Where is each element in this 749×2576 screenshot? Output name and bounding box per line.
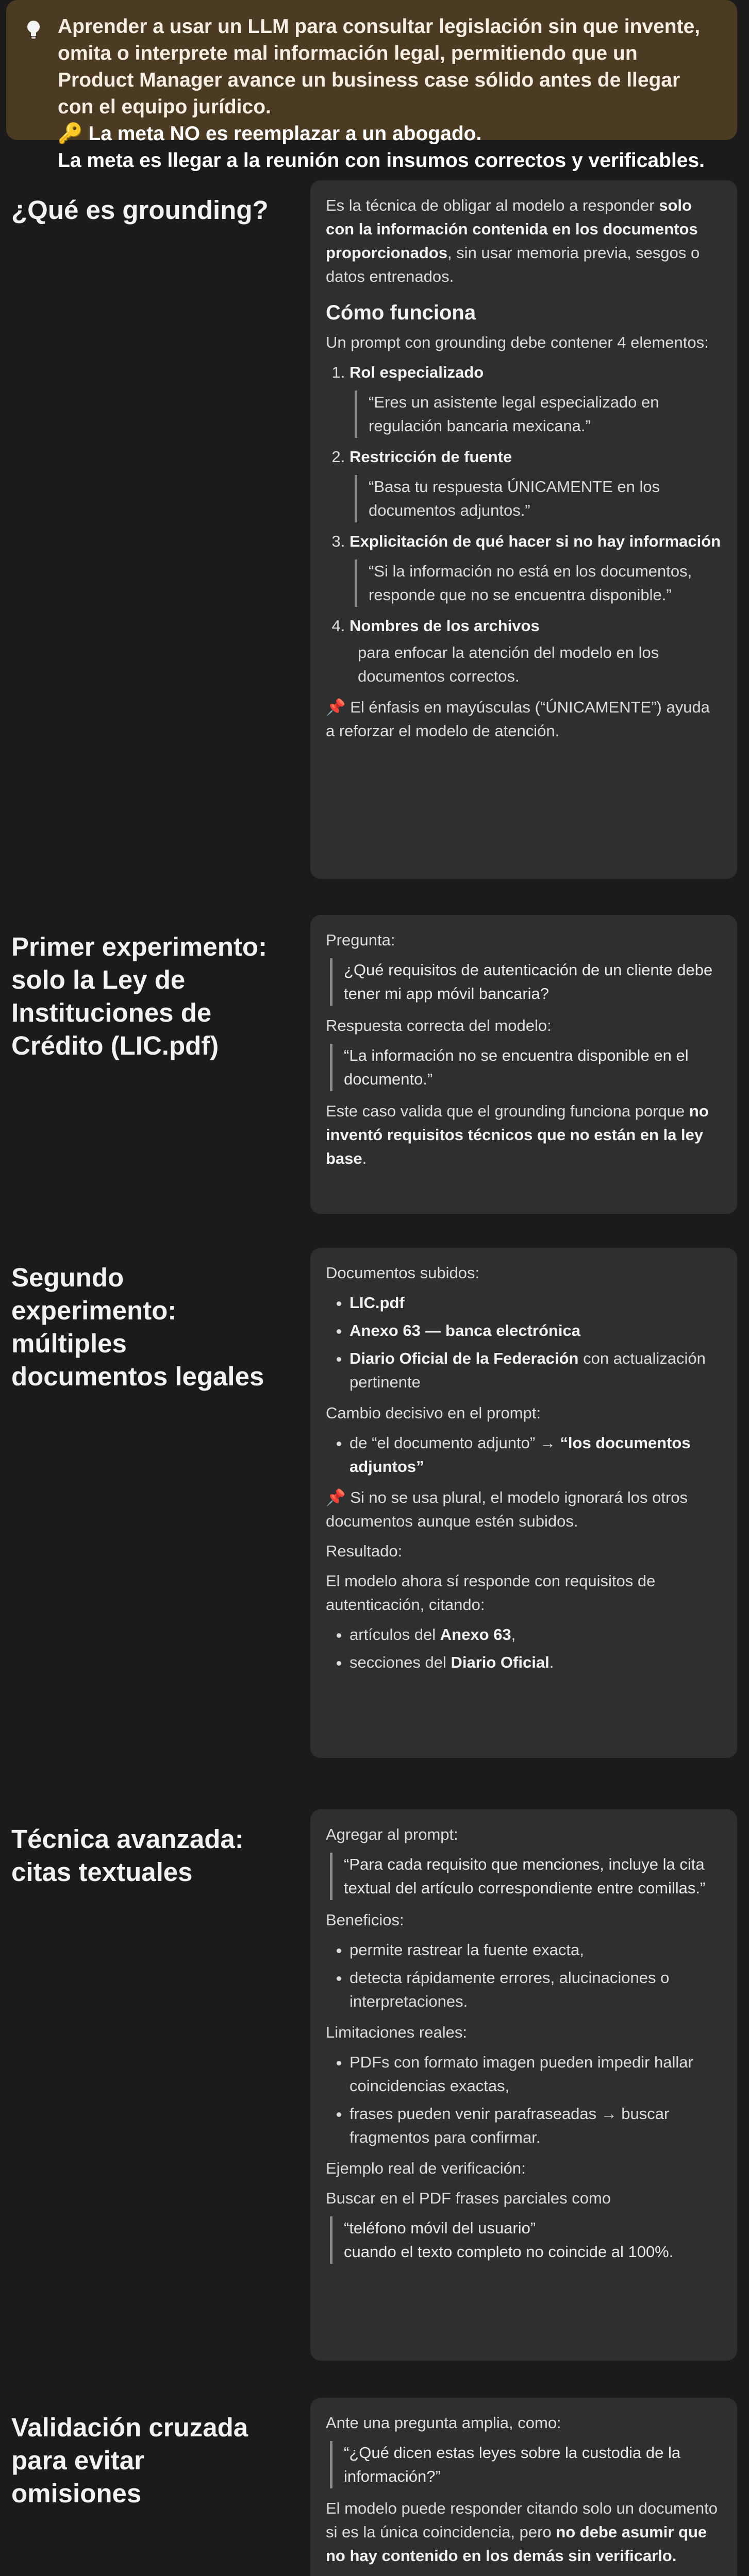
quote: “Si la información no está en los documentos, responde que no se encuentra disponible.” xyxy=(355,560,722,607)
card-advanced xyxy=(310,1809,737,2361)
section-title-cross-validation: Validación cruzada para evitar omisiones xyxy=(11,2413,248,2508)
list-item: • detecta rápidamente errores, alucinaciones o interpretaciones. xyxy=(349,1966,722,2013)
caps-note: 📌 El énfasis en mayúsculas (“ÚNICAMENTE”) ayuda a reforzar el modelo de atención. xyxy=(326,698,710,740)
label: Agregar al prompt: xyxy=(326,1825,458,1843)
label: Documentos subidos: xyxy=(326,1264,480,1282)
callout-line-1: Aprender a usar un LLM para consultar legislación sin que invente, omita o interprete mal información legal, permitiendo que un Product Manager avance un business case sólido antes de llegar con el equipo jurídico. xyxy=(58,15,701,118)
grounding-intro: Es la técnica de obligar al modelo a responder solo con la información contenida en los documentos proporcionados, sin usar memoria previa, sesgos o datos entrenados. xyxy=(326,196,700,285)
lightbulb-icon xyxy=(26,20,41,40)
list-item: • PDFs con formato imagen pueden impedir hallar coincidencias exactas, xyxy=(349,2050,722,2098)
card-grounding xyxy=(310,180,737,879)
cross-text: El modelo puede responder citando solo un documento si es la única coincidencia, pero no debe asumir que no hay contenido en los demás sin verificarlo. xyxy=(326,2499,718,2565)
quote: “¿Qué dicen estas leyes sobre la custodia de la información?” xyxy=(330,2441,722,2488)
plural-note: 📌 Si no se usa plural, el modelo ignorará los otros documentos aunque estén subidos. xyxy=(326,1488,688,1530)
list-item: • artículos del Anexo 63, xyxy=(349,1623,722,1647)
list-item: • de “el documento adjunto” → “los documentos adjuntos” xyxy=(349,1431,722,1479)
label: Resultado: xyxy=(326,1542,403,1560)
list-item: • LIC.pdf xyxy=(349,1291,722,1315)
validation-text: Este caso valida que el grounding funciona porque no inventó requisitos técnicos que no están en la ley base. xyxy=(326,1102,709,1167)
benefits-list xyxy=(326,1938,722,2013)
elements-list xyxy=(326,361,722,688)
section-title-second-experiment: Segundo experimento: múltiples documentos legales xyxy=(11,1263,264,1391)
list-item: • frases pueden venir parafraseadas → buscar fragmentos para confirmar. xyxy=(349,2102,722,2149)
quote: “La información no se encuentra disponible en el documento.” xyxy=(330,1044,722,1091)
label: Respuesta correcta del modelo: xyxy=(326,1016,552,1035)
quote: “Para cada requisito que menciones, incluye la cita textual del artículo correspondiente entre comillas.” xyxy=(330,1853,722,1900)
change-list xyxy=(326,1431,722,1479)
quote: “Eres un asistente legal especializado en regulación bancaria mexicana.” xyxy=(355,391,722,438)
label: Ante una pregunta amplia, como: xyxy=(326,2414,561,2432)
cites-list xyxy=(326,1623,722,1674)
note-text: para enfocar la atención del modelo en los documentos correctos. xyxy=(358,643,659,685)
label: Buscar en el PDF frases parciales como xyxy=(326,2189,611,2207)
quote: ¿Qué requisitos de autenticación de un cliente debe tener mi app móvil bancaria? xyxy=(330,958,722,1006)
elements-intro: Un prompt con grounding debe contener 4 elementos: xyxy=(326,333,709,351)
section-title-first-experiment: Primer experimento: solo la Ley de Instituciones de Crédito (LIC.pdf) xyxy=(11,932,268,1060)
docs-list xyxy=(326,1291,722,1394)
limits-list xyxy=(326,2050,722,2149)
card-second-experiment xyxy=(310,1248,737,1758)
quote-text: “teléfono móvil del usuario” xyxy=(344,2219,536,2237)
card-first-experiment xyxy=(310,915,737,1214)
label: Ejemplo real de verificación: xyxy=(326,2159,526,2177)
section-title-advanced: Técnica avanzada: citas textuales xyxy=(11,1824,244,1887)
callout-line-2: 🔑 La meta NO es reemplazar a un abogado. xyxy=(58,123,482,145)
list-item: • Anexo 63 — banca electrónica xyxy=(349,1319,722,1343)
list-item: 2. Restricción de fuente “Basa tu respuesta ÚNICAMENTE en los documentos adjuntos.” xyxy=(349,445,722,522)
label: Beneficios: xyxy=(326,1911,404,1929)
quote xyxy=(330,2216,722,2264)
list-item: • permite rastrear la fuente exacta, xyxy=(349,1938,722,1962)
label xyxy=(326,2574,722,2576)
list-item: 1. Rol especializado “Eres un asistente legal especializado en regulación bancaria mexicana.” xyxy=(349,361,722,438)
section-title-grounding: ¿Qué es grounding? xyxy=(11,195,269,225)
card-cross-validation xyxy=(310,2398,737,2576)
goal-callout xyxy=(6,0,737,172)
how-it-works-heading: Cómo funciona xyxy=(326,301,476,324)
label: Pregunta: xyxy=(326,931,395,949)
list-item: 3. Explicitación de qué hacer si no hay información “Si la información no está en los documentos, responde que no se encuentra disponible.” xyxy=(349,530,722,607)
quote-text: cuando el texto completo no coincide al 100%. xyxy=(344,2243,674,2261)
list-item: • Diario Oficial de la Federación con actualización pertinente xyxy=(349,1347,722,1394)
list-item: • secciones del Diario Oficial. xyxy=(349,1651,722,1674)
quote: “Basa tu respuesta ÚNICAMENTE en los documentos adjuntos.” xyxy=(355,475,722,522)
label: Limitaciones reales: xyxy=(326,2023,467,2041)
label: Cambio decisivo en el prompt: xyxy=(326,1404,541,1422)
result-text: El modelo ahora sí responde con requisitos de autenticación, citando: xyxy=(326,1572,656,1614)
callout-line-3: La meta es llegar a la reunión con insumos correctos y verificables. xyxy=(58,149,705,172)
list-item: 4. Nombres de los archivos para enfocar la atención del modelo en los documentos correctos. xyxy=(349,614,722,688)
